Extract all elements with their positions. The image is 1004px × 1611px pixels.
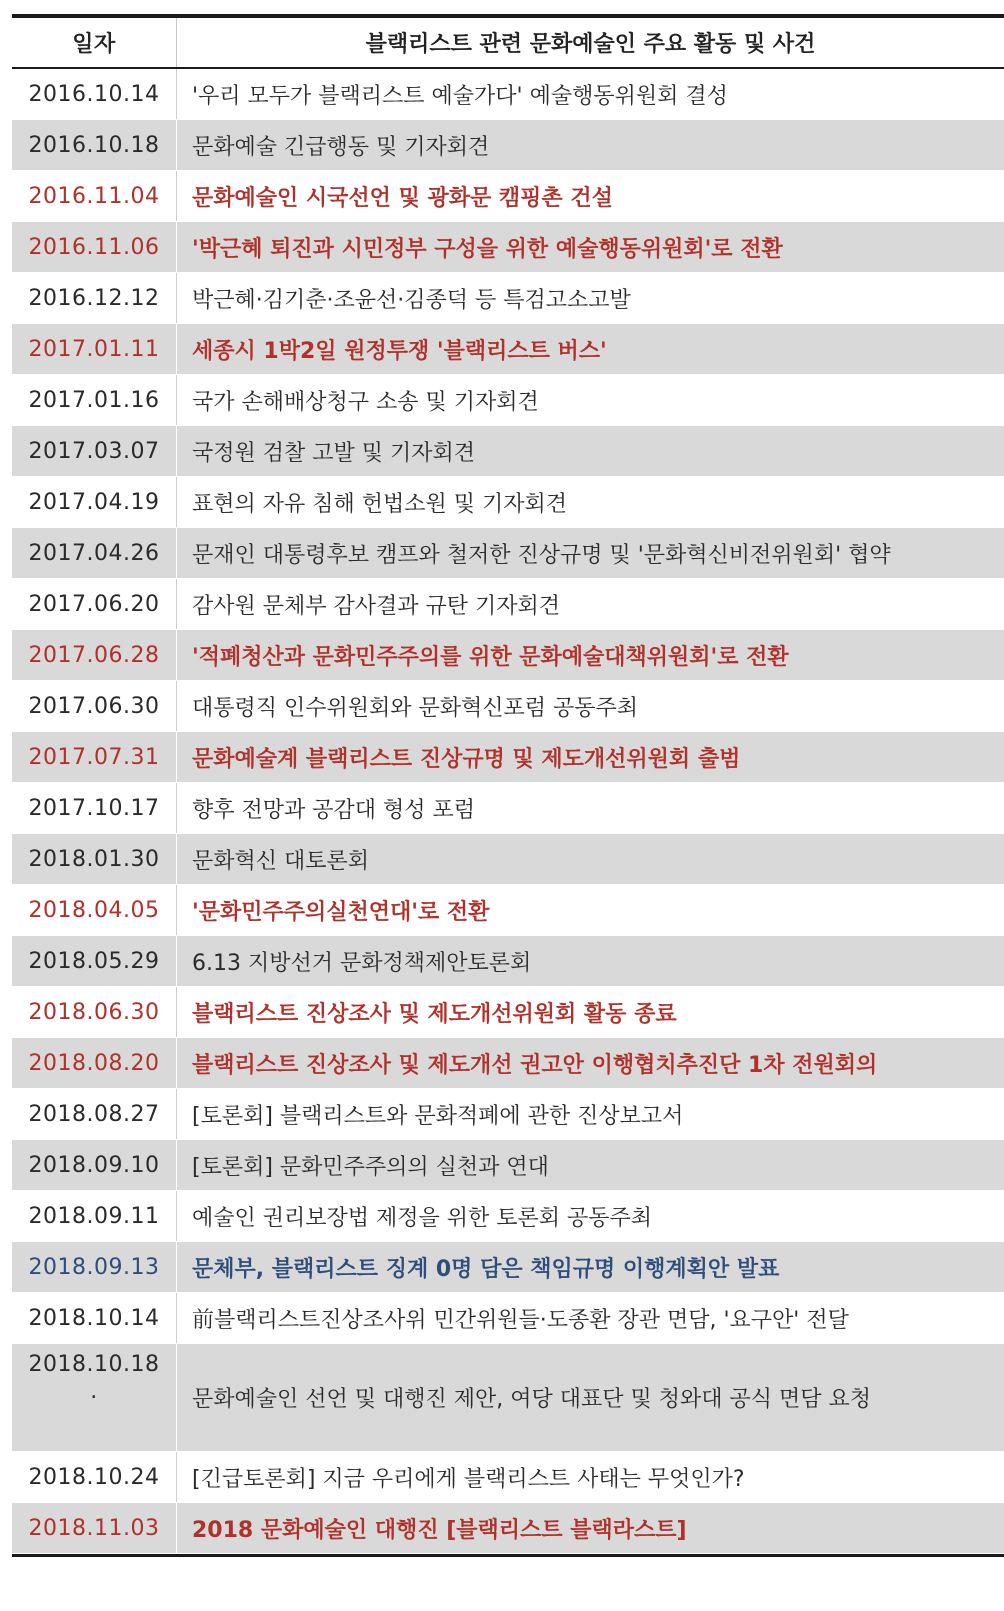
row-date: 2018.08.20	[28, 1050, 160, 1076]
table-row	[12, 273, 1004, 324]
row-date: 2018.11.03	[28, 1515, 160, 1541]
row-event: [토론회] 블랙리스트와 문화적폐에 관한 진상보고서	[176, 1089, 1004, 1139]
table-row	[12, 630, 1004, 681]
row-date: 2016.12.12	[28, 285, 160, 311]
row-date: 2018.10.14	[28, 1305, 160, 1331]
row-event: 2018 문화예술인 대행진 [블랙리스트 블랙라스트]	[176, 1503, 1004, 1553]
row-date	[12, 1344, 176, 1451]
table-row	[12, 579, 1004, 630]
row-date: 2018.09.10	[28, 1152, 160, 1178]
row-event: 문화예술인 선언 및 대행진 제안, 여당 대표단 및 청와대 공식 면담 요청	[176, 1344, 1004, 1451]
row-event: '우리 모두가 블랙리스트 예술가다' 예술행동위원회 결성	[176, 69, 1004, 119]
row-event: 문화예술 긴급행동 및 기자회견	[176, 120, 1004, 170]
row-event: 박근혜·김기춘·조윤선·김종덕 등 특검고소고발	[176, 273, 1004, 323]
row-event: 문화예술계 블랙리스트 진상규명 및 제도개선위원회 출범	[176, 732, 1004, 782]
row-date: 2017.10.17	[28, 795, 160, 821]
table-row	[12, 1089, 1004, 1140]
table-row	[12, 426, 1004, 477]
row-event: 문화예술인 시국선언 및 광화문 캠핑촌 건설	[176, 171, 1004, 221]
row-date: 2018.05.29	[28, 948, 160, 974]
table-row	[12, 1293, 1004, 1344]
row-event: 문재인 대통령후보 캠프와 철저한 진상규명 및 '문화혁신비전위원회' 협약	[176, 528, 1004, 578]
bottom-rule	[12, 1554, 1004, 1557]
row-date: 2018.09.11	[28, 1203, 160, 1229]
row-date: 2018.09.13	[28, 1254, 160, 1280]
row-event: 감사원 문체부 감사결과 규탄 기자회견	[176, 579, 1004, 629]
row-event: 6.13 지방선거 문화정책제안토론회	[176, 936, 1004, 986]
timeline-table	[12, 14, 1004, 1557]
row-date: 2016.10.18	[28, 132, 160, 158]
table-body	[12, 69, 1004, 1554]
table-row	[12, 1242, 1004, 1293]
row-date: 2017.03.07	[28, 438, 160, 464]
row-event: 대통령직 인수위원회와 문화혁신포럼 공동주최	[176, 681, 1004, 731]
row-event: '문화민주주의실천연대'로 전환	[176, 885, 1004, 935]
row-date: 2017.06.28	[28, 642, 160, 668]
table-row	[12, 681, 1004, 732]
row-event: 문화혁신 대토론회	[176, 834, 1004, 884]
row-date: 2018.06.30	[28, 999, 160, 1025]
table-row	[12, 171, 1004, 222]
table-row	[12, 222, 1004, 273]
table-row	[12, 1344, 1004, 1452]
row-event: 前블랙리스트진상조사위 민간위원들·도종환 장관 면담, '요구안' 전달	[176, 1293, 1004, 1343]
row-date-suffix: .	[90, 1379, 98, 1404]
row-event: 향후 전망과 공감대 형성 포럼	[176, 783, 1004, 833]
row-date-text: 2018.10.18	[28, 1352, 160, 1377]
table-row	[12, 1191, 1004, 1242]
row-event: 문체부, 블랙리스트 징계 0명 담은 책임규명 이행계획안 발표	[176, 1242, 1004, 1292]
row-event: 국가 손해배상청구 소송 및 기자회견	[176, 375, 1004, 425]
row-event: [토론회] 문화민주주의의 실천과 연대	[176, 1140, 1004, 1190]
row-event: 예술인 권리보장법 제정을 위한 토론회 공동주최	[176, 1191, 1004, 1241]
table-row	[12, 1038, 1004, 1089]
header-event: 블랙리스트 관련 문화예술인 주요 활동 및 사건	[176, 18, 1004, 67]
row-date: 2018.08.27	[28, 1101, 160, 1127]
row-event: '적폐청산과 문화민주주의를 위한 문화예술대책위원회'로 전환	[176, 630, 1004, 680]
row-date: 2018.04.05	[28, 897, 160, 923]
row-date: 2016.10.14	[28, 81, 160, 107]
row-date: 2017.01.16	[28, 387, 160, 413]
header-date: 일자	[72, 32, 116, 57]
row-date: 2018.10.24	[28, 1464, 160, 1490]
table-row	[12, 375, 1004, 426]
row-date: 2017.06.30	[28, 693, 160, 719]
row-event: 블랙리스트 진상조사 및 제도개선위원회 활동 종료	[176, 987, 1004, 1037]
table-row	[12, 1452, 1004, 1503]
table-row	[12, 732, 1004, 783]
table-row	[12, 1503, 1004, 1554]
row-date: 2017.04.26	[28, 540, 160, 566]
table-row	[12, 120, 1004, 171]
row-event: [긴급토론회] 지금 우리에게 블랙리스트 사태는 무엇인가?	[176, 1452, 1004, 1502]
row-event: 세종시 1박2일 원정투쟁 '블랙리스트 버스'	[176, 324, 1004, 374]
table-row	[12, 936, 1004, 987]
table-row	[12, 885, 1004, 936]
table-row	[12, 69, 1004, 120]
row-date: 2017.04.19	[28, 489, 160, 515]
row-date: 2016.11.04	[28, 183, 160, 209]
row-event: 국정원 검찰 고발 및 기자회견	[176, 426, 1004, 476]
row-date: 2016.11.06	[28, 234, 160, 260]
table-header	[12, 18, 1004, 69]
table-row	[12, 834, 1004, 885]
table-row	[12, 477, 1004, 528]
table-row	[12, 1140, 1004, 1191]
table-row	[12, 783, 1004, 834]
row-date: 2017.07.31	[28, 744, 160, 770]
row-event: '박근혜 퇴진과 시민정부 구성을 위한 예술행동위원회'로 전환	[176, 222, 1004, 272]
row-event: 블랙리스트 진상조사 및 제도개선 권고안 이행협치추진단 1차 전원회의	[176, 1038, 1004, 1088]
table-row	[12, 987, 1004, 1038]
table-row	[12, 528, 1004, 579]
row-date: 2018.01.30	[28, 846, 160, 872]
row-date: 2017.06.20	[28, 591, 160, 617]
row-date: 2017.01.11	[28, 336, 160, 362]
table-row	[12, 324, 1004, 375]
row-event: 표현의 자유 침해 헌법소원 및 기자회견	[176, 477, 1004, 527]
